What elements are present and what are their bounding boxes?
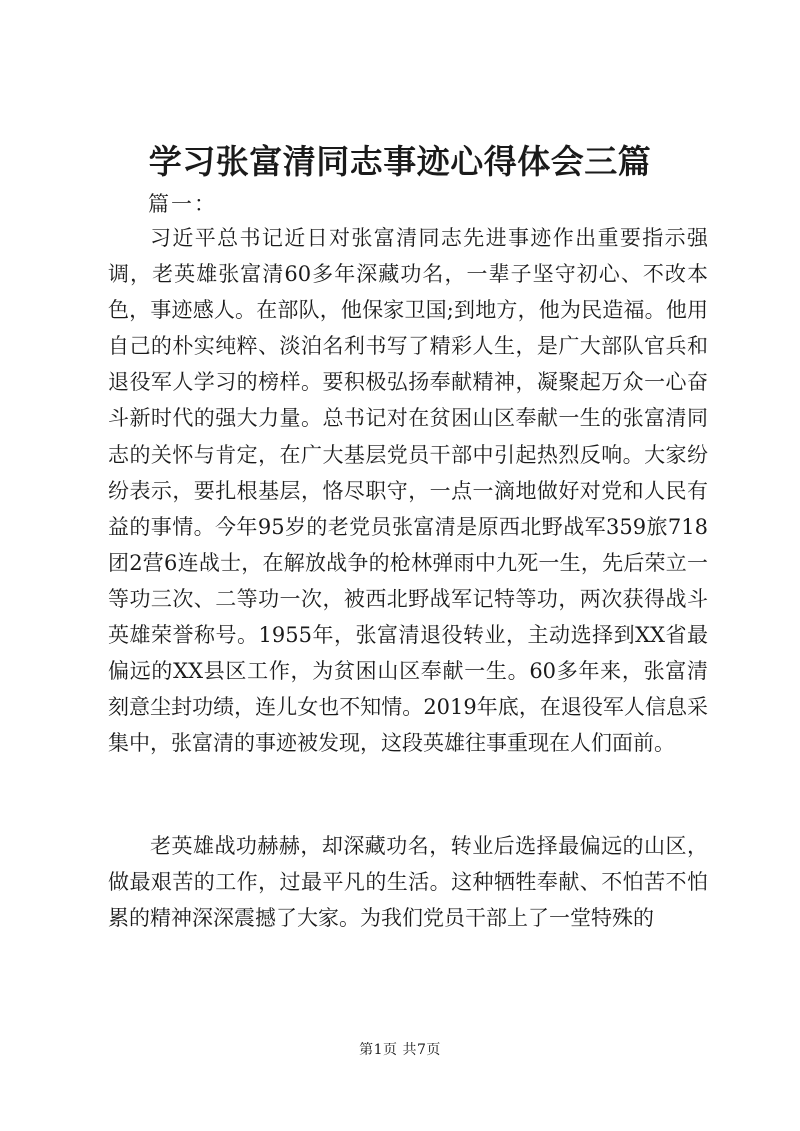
body-paragraph: 老英雄战功赫赫，却深藏功名，转业后选择最偏远的山区，做最艰苦的工作，过最平凡的生活。这种牺牲奉献、不怕苦不怕累的精神深深震撼了大家。为我们党员干部上了一堂特殊的 (108, 834, 708, 931)
body-paragraph: 习近平总书记近日对张富清同志先进事迹作出重要指示强调，老英雄张富清60多年深藏功名，一辈子坚守初心、不改本色，事迹感人。在部队，他保家卫国;到地方，他为民造福。他用自己的朴实纯粹、淡泊名利书写了精彩人生，是广大部队官兵和退役军人学习的榜样。要积极弘扬奉献精神，凝聚起万众一心奋斗新时代的强大力量。总书记对在贫困山区奉献一生的张富清同志的关怀与肯定，在广大基层党员干部中引起热烈反响。大家纷纷表示，要扎根基层，恪尽职守，一点一滴地做好对党和人民有益的事情。今年95岁的老党员张富清是原西北野战军359旅718团2营6连战士，在解放战争的枪林弹雨中九死一生，先后荣立一等功三次、二等功一次，被西北野战军记特等功，两次获得战斗英雄荣誉称号。1955年，张富清退役转业，主动选择到XX省最偏远的XX县区工作，为贫困山区奉献一生。60多年来，张富清刻意尘封功绩，连儿女也不知情。2019年底，在退役军人信息采集中，张富清的事迹被发现，这段英雄往事重现在人们面前。 (108, 226, 708, 756)
section-label: 篇一： (148, 192, 217, 216)
document-title: 学习张富清同志事迹心得体会三篇 (148, 142, 652, 181)
page-footer: 第1页 共7页 (359, 1042, 441, 1058)
